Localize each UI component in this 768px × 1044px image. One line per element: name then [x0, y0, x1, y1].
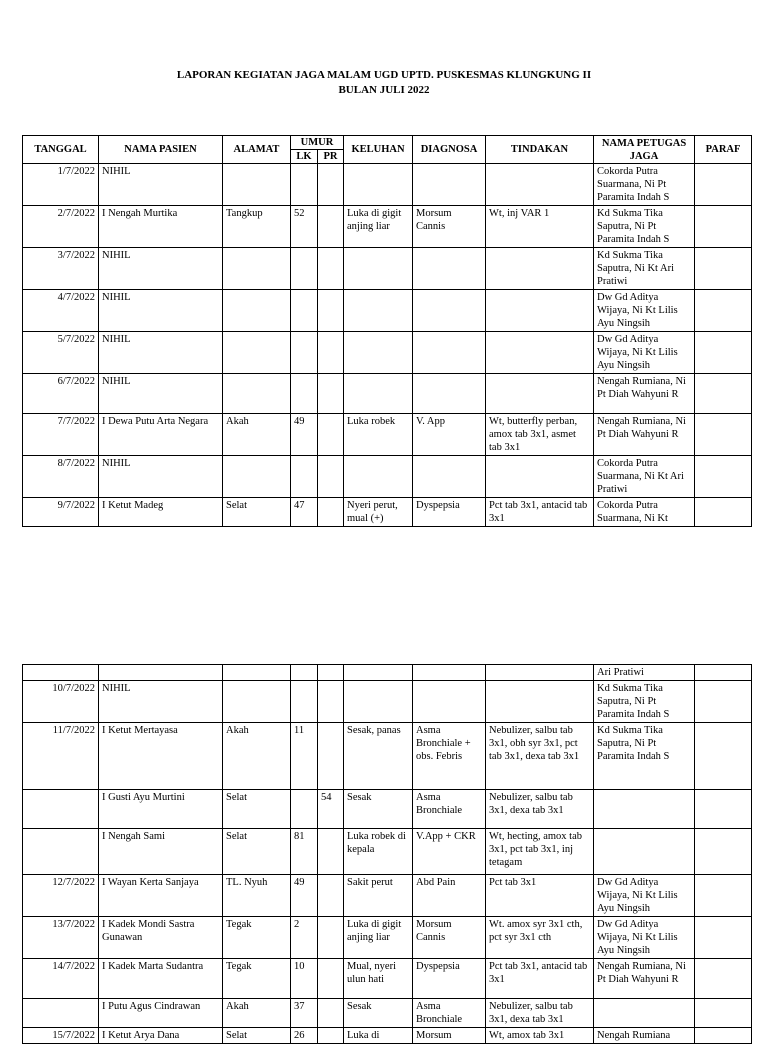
cell-tanggal: 7/7/2022	[23, 414, 99, 456]
cell-lk: 2	[291, 917, 318, 959]
cell-petugas: Kd Sukma Tika Saputra, Ni Pt Paramita Indah S	[594, 723, 695, 790]
cell-paraf	[695, 164, 752, 206]
header-nama-pasien: NAMA PASIEN	[99, 136, 223, 164]
cell-alamat	[223, 665, 291, 681]
cell-paraf	[695, 456, 752, 498]
cell-tanggal: 2/7/2022	[23, 206, 99, 248]
cell-keluhan	[344, 332, 413, 374]
header-petugas: NAMA PETUGAS JAGA	[594, 136, 695, 164]
table-row	[23, 414, 752, 456]
cell-pr	[318, 829, 344, 875]
cell-alamat: TL. Nyuh	[223, 875, 291, 917]
cell-petugas	[594, 829, 695, 875]
cell-keluhan	[344, 248, 413, 290]
cell-diagnosa	[413, 374, 486, 414]
cell-tanggal: 10/7/2022	[23, 681, 99, 723]
table-row	[23, 164, 752, 206]
cell-nama-pasien: I Kadek Marta Sudantra	[99, 959, 223, 999]
cell-alamat: Selat	[223, 1028, 291, 1044]
cell-tanggal: 8/7/2022	[23, 456, 99, 498]
cell-keluhan: Luka di	[344, 1028, 413, 1044]
cell-nama-pasien: I Ketut Arya Dana	[99, 1028, 223, 1044]
cell-lk: 37	[291, 999, 318, 1028]
cell-nama-pasien: NIHIL	[99, 290, 223, 332]
cell-alamat	[223, 332, 291, 374]
cell-petugas	[594, 999, 695, 1028]
header-diagnosa: DIAGNOSA	[413, 136, 486, 164]
cell-diagnosa: Morsum Cannis	[413, 917, 486, 959]
table-row	[23, 456, 752, 498]
cell-paraf	[695, 332, 752, 374]
cell-pr	[318, 999, 344, 1028]
header-tanggal: TANGGAL	[23, 136, 99, 164]
cell-diagnosa: Abd Pain	[413, 875, 486, 917]
table-row	[23, 498, 752, 527]
cell-diagnosa	[413, 665, 486, 681]
cell-tanggal: 3/7/2022	[23, 248, 99, 290]
cell-pr	[318, 206, 344, 248]
cell-pr: 54	[318, 790, 344, 829]
cell-diagnosa: Morsum Cannis	[413, 206, 486, 248]
cell-tanggal: 13/7/2022	[23, 917, 99, 959]
cell-petugas: Nengah Rumiana, Ni Pt Diah Wahyuni R	[594, 374, 695, 414]
cell-nama-pasien: I Putu Agus Cindrawan	[99, 999, 223, 1028]
cell-diagnosa: Asma Bronchiale + obs. Febris	[413, 723, 486, 790]
cell-tindakan: Wt, butterfly perban, amox tab 3x1, asmet tab 3x1	[486, 414, 594, 456]
cell-pr	[318, 164, 344, 206]
cell-pr	[318, 290, 344, 332]
cell-pr	[318, 1028, 344, 1044]
cell-petugas: Dw Gd Aditya Wijaya, Ni Kt Lilis Ayu Ningsih	[594, 332, 695, 374]
cell-keluhan	[344, 290, 413, 332]
cell-lk: 47	[291, 498, 318, 527]
cell-lk: 10	[291, 959, 318, 999]
table-row	[23, 1028, 752, 1044]
cell-paraf	[695, 829, 752, 875]
cell-petugas: Kd Sukma Tika Saputra, Ni Pt Paramita Indah S	[594, 206, 695, 248]
cell-diagnosa	[413, 332, 486, 374]
cell-paraf	[695, 248, 752, 290]
cell-petugas: Dw Gd Aditya Wijaya, Ni Kt Lilis Ayu Ningsih	[594, 290, 695, 332]
cell-alamat	[223, 248, 291, 290]
cell-paraf	[695, 875, 752, 917]
cell-tindakan: Nebulizer, salbu tab 3x1, dexa tab 3x1	[486, 999, 594, 1028]
cell-alamat: Tegak	[223, 917, 291, 959]
cell-tanggal: 6/7/2022	[23, 374, 99, 414]
cell-tanggal: 5/7/2022	[23, 332, 99, 374]
cell-lk	[291, 164, 318, 206]
cell-pr	[318, 959, 344, 999]
cell-tanggal	[23, 790, 99, 829]
cell-tanggal	[23, 999, 99, 1028]
cell-paraf	[695, 290, 752, 332]
cell-tanggal	[23, 665, 99, 681]
cell-petugas: Nengah Rumiana, Ni Pt Diah Wahyuni R	[594, 414, 695, 456]
cell-lk	[291, 374, 318, 414]
cell-paraf	[695, 206, 752, 248]
cell-alamat	[223, 681, 291, 723]
cell-paraf	[695, 665, 752, 681]
cell-paraf	[695, 1028, 752, 1044]
cell-tindakan: Wt, amox tab 3x1	[486, 1028, 594, 1044]
cell-nama-pasien: I Ketut Madeg	[99, 498, 223, 527]
cell-nama-pasien: NIHIL	[99, 164, 223, 206]
cell-alamat: Selat	[223, 498, 291, 527]
cell-diagnosa: V. App	[413, 414, 486, 456]
cell-diagnosa: V.App + CKR	[413, 829, 486, 875]
table-row	[23, 875, 752, 917]
cell-tindakan	[486, 374, 594, 414]
cell-lk: 52	[291, 206, 318, 248]
cell-petugas: Dw Gd Aditya Wijaya, Ni Kt Lilis Ayu Ningsih	[594, 917, 695, 959]
cell-keluhan: Luka robek di kepala	[344, 829, 413, 875]
cell-keluhan	[344, 665, 413, 681]
cell-keluhan	[344, 681, 413, 723]
cell-tanggal: 15/7/2022	[23, 1028, 99, 1044]
cell-paraf	[695, 959, 752, 999]
table-row	[23, 959, 752, 999]
cell-petugas: Kd Sukma Tika Saputra, Ni Pt Paramita Indah S	[594, 681, 695, 723]
table-row	[23, 248, 752, 290]
cell-diagnosa	[413, 456, 486, 498]
cell-pr	[318, 917, 344, 959]
table-row	[23, 290, 752, 332]
cell-alamat: Tangkup	[223, 206, 291, 248]
cell-diagnosa: Asma Bronchiale	[413, 999, 486, 1028]
cell-alamat	[223, 164, 291, 206]
table-row	[23, 917, 752, 959]
table-row	[23, 790, 752, 829]
header-pr: PR	[318, 150, 344, 164]
cell-pr	[318, 723, 344, 790]
cell-lk	[291, 681, 318, 723]
cell-lk: 26	[291, 1028, 318, 1044]
cell-alamat: Akah	[223, 723, 291, 790]
cell-nama-pasien: NIHIL	[99, 681, 223, 723]
cell-tindakan	[486, 290, 594, 332]
cell-alamat: Akah	[223, 414, 291, 456]
cell-tindakan: Wt. amox syr 3x1 cth, pct syr 3x1 cth	[486, 917, 594, 959]
cell-diagnosa: Morsum	[413, 1028, 486, 1044]
cell-keluhan: Sesak	[344, 790, 413, 829]
cell-tindakan	[486, 248, 594, 290]
cell-tindakan: Wt, inj VAR 1	[486, 206, 594, 248]
cell-alamat	[223, 290, 291, 332]
table-row	[23, 206, 752, 248]
cell-lk: 81	[291, 829, 318, 875]
cell-nama-pasien: I Dewa Putu Arta Negara	[99, 414, 223, 456]
report-title: LAPORAN KEGIATAN JAGA MALAM UGD UPTD. PUSKESMAS KLUNGKUNG II	[176, 69, 592, 81]
table-row	[23, 681, 752, 723]
cell-nama-pasien: NIHIL	[99, 456, 223, 498]
cell-pr	[318, 248, 344, 290]
cell-paraf	[695, 723, 752, 790]
cell-petugas: Cokorda Putra Suarmana, Ni Kt Ari Pratiwi	[594, 456, 695, 498]
report-table-page-1	[22, 135, 752, 527]
cell-paraf	[695, 414, 752, 456]
cell-pr	[318, 456, 344, 498]
cell-petugas: Ari Pratiwi	[594, 665, 695, 681]
cell-alamat	[223, 374, 291, 414]
cell-tindakan: Pct tab 3x1	[486, 875, 594, 917]
table-row	[23, 665, 752, 681]
cell-petugas: Kd Sukma Tika Saputra, Ni Kt Ari Pratiwi	[594, 248, 695, 290]
cell-paraf	[695, 374, 752, 414]
table-row	[23, 374, 752, 414]
table-row	[23, 723, 752, 790]
cell-tanggal: 14/7/2022	[23, 959, 99, 999]
cell-keluhan: Luka di gigit anjing liar	[344, 206, 413, 248]
cell-alamat	[223, 456, 291, 498]
header-alamat: ALAMAT	[223, 136, 291, 164]
cell-tindakan	[486, 665, 594, 681]
table-row	[23, 332, 752, 374]
cell-keluhan: Luka robek	[344, 414, 413, 456]
cell-tanggal: 12/7/2022	[23, 875, 99, 917]
cell-nama-pasien: NIHIL	[99, 374, 223, 414]
cell-tanggal: 9/7/2022	[23, 498, 99, 527]
cell-alamat: Selat	[223, 790, 291, 829]
cell-keluhan: Sesak, panas	[344, 723, 413, 790]
cell-alamat: Selat	[223, 829, 291, 875]
cell-petugas: Cokorda Putra Suarmana, Ni Pt Paramita Indah S	[594, 164, 695, 206]
cell-nama-pasien: I Nengah Murtika	[99, 206, 223, 248]
cell-nama-pasien: NIHIL	[99, 248, 223, 290]
cell-lk	[291, 248, 318, 290]
cell-keluhan: Sesak	[344, 999, 413, 1028]
cell-tindakan	[486, 681, 594, 723]
cell-diagnosa: Dyspepsia	[413, 959, 486, 999]
cell-pr	[318, 875, 344, 917]
cell-pr	[318, 665, 344, 681]
cell-diagnosa	[413, 290, 486, 332]
table-row	[23, 999, 752, 1028]
cell-alamat: Akah	[223, 999, 291, 1028]
cell-tanggal: 1/7/2022	[23, 164, 99, 206]
report-subtitle: BULAN JULI 2022	[338, 84, 430, 96]
cell-keluhan	[344, 374, 413, 414]
cell-paraf	[695, 681, 752, 723]
cell-tindakan	[486, 164, 594, 206]
cell-tindakan: Nebulizer, salbu tab 3x1, dexa tab 3x1	[486, 790, 594, 829]
cell-diagnosa: Asma Bronchiale	[413, 790, 486, 829]
cell-pr	[318, 414, 344, 456]
cell-nama-pasien: NIHIL	[99, 332, 223, 374]
cell-petugas	[594, 790, 695, 829]
cell-diagnosa	[413, 248, 486, 290]
cell-tanggal	[23, 829, 99, 875]
table-row	[23, 829, 752, 875]
cell-paraf	[695, 790, 752, 829]
cell-lk	[291, 332, 318, 374]
cell-diagnosa: Dyspepsia	[413, 498, 486, 527]
cell-petugas: Dw Gd Aditya Wijaya, Ni Kt Lilis Ayu Ningsih	[594, 875, 695, 917]
cell-keluhan	[344, 456, 413, 498]
header-keluhan: KELUHAN	[344, 136, 413, 164]
cell-tindakan: Nebulizer, salbu tab 3x1, obh syr 3x1, pct tab 3x1, dexa tab 3x1	[486, 723, 594, 790]
cell-tindakan: Pct tab 3x1, antacid tab 3x1	[486, 959, 594, 999]
cell-lk	[291, 665, 318, 681]
cell-pr	[318, 681, 344, 723]
cell-keluhan: Luka di gigit anjing liar	[344, 917, 413, 959]
header-umur: UMUR	[291, 136, 344, 150]
cell-nama-pasien: I Nengah Sami	[99, 829, 223, 875]
cell-pr	[318, 374, 344, 414]
cell-alamat: Tegak	[223, 959, 291, 999]
cell-lk	[291, 456, 318, 498]
header-lk: LK	[291, 150, 318, 164]
cell-keluhan: Mual, nyeri ulun hati	[344, 959, 413, 999]
cell-nama-pasien: I Ketut Mertayasa	[99, 723, 223, 790]
cell-keluhan	[344, 164, 413, 206]
cell-petugas: Nengah Rumiana, Ni Pt Diah Wahyuni R	[594, 959, 695, 999]
cell-nama-pasien	[99, 665, 223, 681]
header-tindakan: TINDAKAN	[486, 136, 594, 164]
cell-pr	[318, 498, 344, 527]
cell-lk	[291, 290, 318, 332]
report-table-page-2	[22, 664, 752, 1044]
cell-tindakan: Wt, hecting, amox tab 3x1, pct tab 3x1, inj tetagam	[486, 829, 594, 875]
cell-keluhan: Sakit perut	[344, 875, 413, 917]
cell-lk	[291, 790, 318, 829]
cell-lk: 49	[291, 414, 318, 456]
cell-tanggal: 4/7/2022	[23, 290, 99, 332]
cell-tanggal: 11/7/2022	[23, 723, 99, 790]
cell-keluhan: Nyeri perut, mual (+)	[344, 498, 413, 527]
header-paraf: PARAF	[695, 136, 752, 164]
cell-diagnosa	[413, 164, 486, 206]
cell-nama-pasien: I Kadek Mondi Sastra Gunawan	[99, 917, 223, 959]
cell-lk: 11	[291, 723, 318, 790]
cell-paraf	[695, 498, 752, 527]
cell-diagnosa	[413, 681, 486, 723]
cell-paraf	[695, 999, 752, 1028]
cell-petugas: Cokorda Putra Suarmana, Ni Kt	[594, 498, 695, 527]
cell-nama-pasien: I Wayan Kerta Sanjaya	[99, 875, 223, 917]
cell-paraf	[695, 917, 752, 959]
cell-tindakan	[486, 456, 594, 498]
cell-petugas: Nengah Rumiana	[594, 1028, 695, 1044]
cell-pr	[318, 332, 344, 374]
cell-nama-pasien: I Gusti Ayu Murtini	[99, 790, 223, 829]
cell-tindakan: Pct tab 3x1, antacid tab 3x1	[486, 498, 594, 527]
cell-tindakan	[486, 332, 594, 374]
cell-lk: 49	[291, 875, 318, 917]
